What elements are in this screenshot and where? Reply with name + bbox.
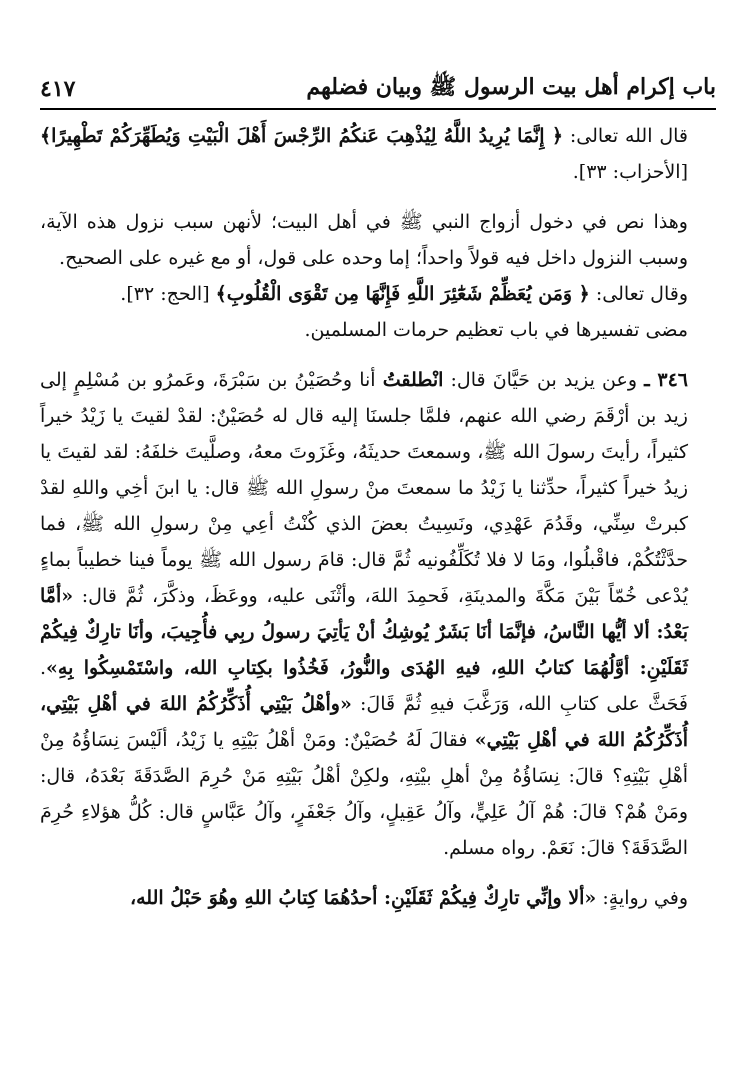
quran-verse: ﴿ وَمَن يُعَظِّمْ شَعَٰٓئِرَ اللَّهِ فَإِنَّهَا مِن تَقْوَى الْقُلُوبِ﴾ bbox=[215, 283, 590, 305]
spacer bbox=[40, 190, 716, 204]
verse-reference: [الأحزاب: ٣٣]. bbox=[572, 161, 688, 183]
quran-citation-hajj bbox=[40, 276, 716, 312]
riwaya-paragraph bbox=[40, 880, 716, 916]
citation-lead: قال الله تعالى: bbox=[563, 125, 689, 147]
citation-lead: وقال تعالى: bbox=[589, 283, 688, 305]
quran-citation-ahzab bbox=[40, 118, 716, 190]
hadith-text: وعن يزيد بن حَيَّانَ قال: bbox=[443, 369, 645, 391]
quran-verse: ﴿ إِنَّمَا يُرِيدُ اللَّهُ لِيُذْهِبَ عَنكُمُ الرِّجْسَ أَهْلَ الْبَيْتِ وَيُطَهِّرَكُمْ تَطْهِيرًا﴾ bbox=[40, 125, 564, 147]
page-number: ٤١٧ bbox=[40, 76, 76, 102]
hadith-paragraph bbox=[40, 362, 716, 866]
riwaya-lead: وفي روايةٍ: bbox=[596, 887, 688, 909]
prophet-speech: «وأهْلُ بَيْتِي أُذَكِّرُكُمُ اللهَ في أهْلِ بَيْتِي، أُذَكِّرُكُمُ اللهَ في أهْلِ بَيْتِي» bbox=[40, 693, 688, 751]
commentary-paragraph: وهذا نص في دخول أزواج النبي ﷺ في أهل البيت؛ لأنهن سبب نزول هذه الآية، وسبب النزول داخل فيه قولاً واحداً؛ إما وحده على قول، أو مع غيره على الصحيح. bbox=[40, 211, 688, 269]
page bbox=[40, 0, 716, 1086]
chapter-title: باب إكرام أهل بيت الرسول ﷺ وبيان فضلهم bbox=[306, 74, 716, 100]
page-body bbox=[40, 118, 716, 916]
spacer bbox=[40, 866, 716, 880]
prophet-speech: «ألا وإنِّي تارِكٌ فِيكُمْ ثَقَلَيْنِ: أحدُهُمَا كِتابُ اللهِ وهُوَ حَبْلُ الله، bbox=[129, 887, 597, 909]
hadith-text: . فَحَثَّ على كتابِ الله، وَرَغَّبَ فيهِ ثُمَّ قَالَ: bbox=[40, 657, 688, 715]
hadith-text: فقالَ لَهُ حُصَيْنٌ: ومَنْ أهْلُ بَيْتِهِ يا زَيْدُ، ألَيْسَ نِسَاؤُهُ مِنْ أهْلِ بَيْتِهِ؟ قالَ: نِسَاؤُهُ مِنْ أهلِ بيْتِهِ، ولكِنْ أهْلُ بَيْتِهِ مَنْ حُرِمَ الصَّدَقَةَ بَعْدَهُ، قال: ومَنْ هُمْ؟ قالَ: هُمْ آلُ عَلِيٍّ، وآلُ عَقِيلٍ، وآلُ جَعْفَرٍ، وآلُ عَبَّاسٍ قال: كُلُّ هؤلاءِ حُرِمَ الصَّدَقَةَ؟ قالَ: نَعَمْ. رواه مسلم. bbox=[40, 729, 688, 859]
running-header bbox=[40, 72, 716, 106]
hadith-text: أنا وحُصَيْنُ بن سَبْرَةَ، وعَمرُو بن مُسْلِمٍ إلى زيد بن أرْقَمَ رضي الله عنهم، فلمَّا جلسنَا إليه قال له حُصَيْنٌ: لقدْ لقيتَ يا زَيْدُ خيراً كثيراً، رأيتَ رسولَ الله ﷺ، وسمعتَ حديثَهُ، وغَزَوتَ معهُ، وصلَّيتَ خلفَهُ: لقد لقيتَ يا زيدُ خيراً كثيراً، حدِّثنا يا زَيْدُ ما سمعتَ منْ رسولِ الله ﷺ قال: يا ابنَ أخِي واللهِ لقدْ كبرتْ سِنِّي، وقَدُمَ عَهْدِي، ونَسِيتُ بعضَ الذي كُنْتُ أعِي مِنْ رسولِ الله ﷺ، فما حدَّثْتُكُمْ، فاقْبلُوا، ومَا لا فلا تُكَلِّفُونيه ثُمَّ قال: قامَ رسول الله ﷺ يوماً فينا خطيباً بماءٍ يُدْعى خُمّاً بَيْنَ مَكَّةَ والمدينَةِ، فَحمِدَ اللهَ، وأثْنَى عليه، ووعَظَ، وذكَّرَ، ثُمَّ قال: bbox=[40, 369, 688, 607]
header-rule bbox=[40, 108, 716, 110]
verse-reference: [الحج: ٣٢]. bbox=[120, 283, 216, 305]
spacer bbox=[40, 348, 716, 362]
hadith-number: ٣٤٦ ـ bbox=[644, 369, 689, 391]
prophet-speech: «أمَّا بَعْدُ: ألا أيُّها النَّاسُ، فإنَّمَا أنَا بَشَرٌ يُوشِكُ أنْ يَأتِيَ رسولُ ربِي فأُجِيبَ، وأنَا تارِكٌ فِيكُمْ ثَقَلَيْنِ: أوَّلُهُمَا كتابُ اللهِ، فيهِ الهُدَى والنُّورُ، فَخُذُوا بكِتابِ الله، واسْتَمْسِكُوا بِهِ» bbox=[40, 585, 688, 679]
cross-reference-note: مضى تفسيرها في باب تعظيم حرمات المسلمين. bbox=[304, 319, 688, 341]
hadith-bold-text: انْطلقتُ bbox=[382, 369, 444, 391]
